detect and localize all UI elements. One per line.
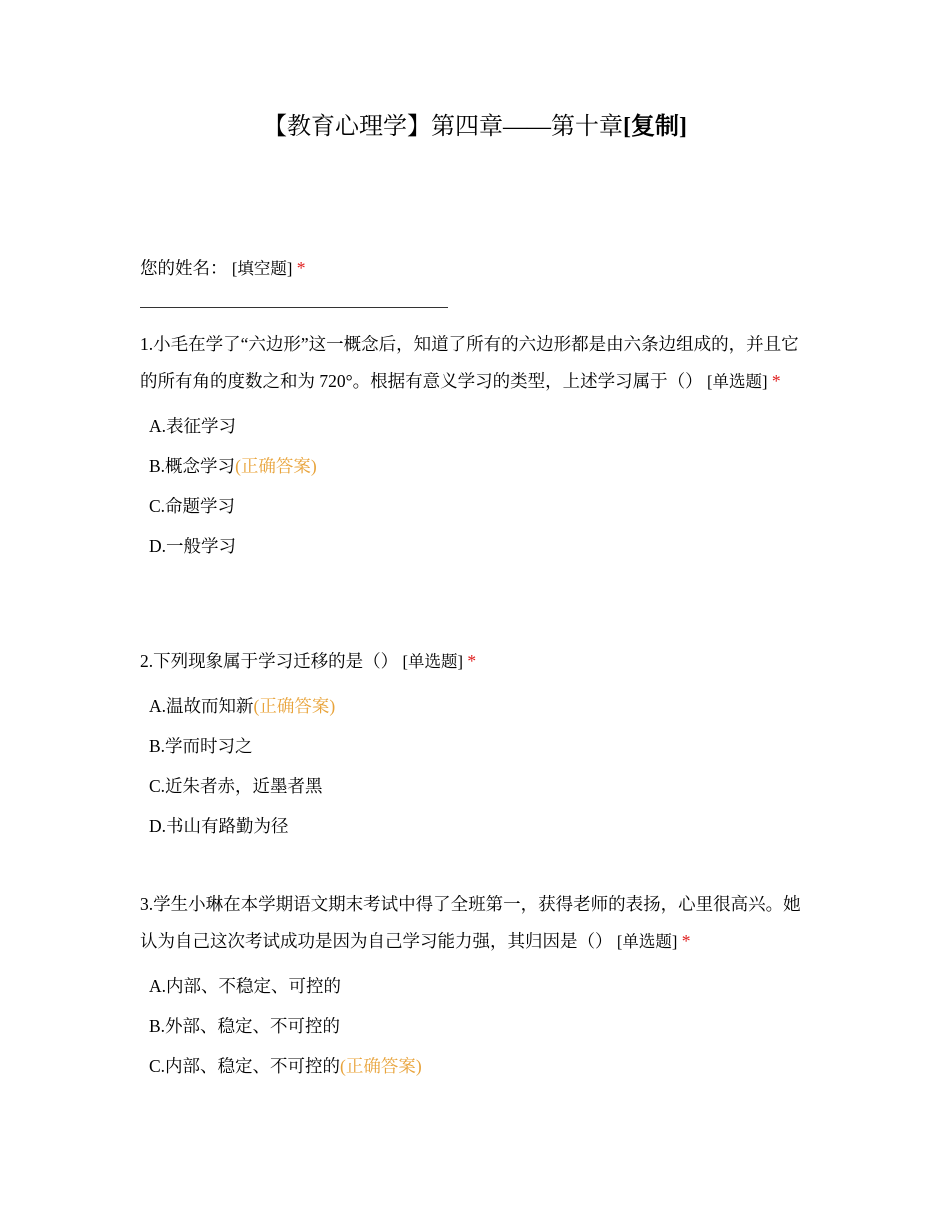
title-main: 【教育心理学】第四章——第十章 [263, 114, 623, 140]
question-text [140, 326, 812, 400]
option-label: D.书山有路勤为径 [149, 816, 289, 836]
name-question-label: 您的姓名： [140, 258, 228, 278]
page-title [0, 110, 950, 144]
option-list [149, 966, 812, 1086]
option-label: C.内部、稳定、不可控的 [149, 1056, 341, 1076]
correct-answer-tag: (正确答案) [235, 456, 317, 476]
correct-answer-tag: (正确答案) [253, 696, 336, 716]
required-mark: * [296, 258, 306, 278]
option-c[interactable] [149, 1046, 812, 1086]
question-type: [单选题] [402, 652, 463, 671]
required-mark: * [771, 371, 781, 391]
question-body: 3.学生小琳在本学期语文期末考试中得了全班第一，获得老师的表扬，心里很高兴。她认为自己这次考试成功是因为自己学习能力强，其归因是（） [140, 894, 801, 951]
option-label: C.命题学习 [149, 496, 236, 516]
option-list [149, 406, 812, 566]
question-2 [140, 643, 812, 846]
option-d[interactable] [149, 806, 812, 846]
name-question-text [140, 250, 820, 287]
option-b[interactable] [149, 1006, 812, 1046]
question-body: 2.下列现象属于学习迁移的是（） [140, 651, 399, 671]
question-3 [140, 886, 812, 1086]
option-d[interactable] [149, 526, 812, 566]
question-1 [140, 326, 812, 566]
option-label: D.一般学习 [149, 536, 237, 556]
title-suffix: [复制] [623, 114, 687, 140]
option-label: A.温故而知新 [149, 696, 254, 716]
option-label: A.内部、不稳定、可控的 [149, 976, 342, 996]
option-label: C.近朱者赤，近墨者黑 [149, 776, 323, 796]
option-list [149, 686, 812, 846]
question-body: 1.小毛在学了“六边形”这一概念后，知道了所有的六边形都是由六条边组成的，并且它的所有角的度数之和为 720°。根据有意义学习的类型，上述学习属于（） [140, 334, 799, 391]
option-b[interactable] [149, 726, 812, 766]
required-mark: * [467, 651, 477, 671]
name-question [140, 250, 820, 308]
question-type: [单选题] [616, 932, 678, 951]
name-answer-line[interactable] [140, 307, 448, 308]
option-c[interactable] [149, 766, 812, 806]
question-text [140, 886, 812, 960]
option-label: A.表征学习 [149, 416, 237, 436]
option-label: B.学而时习之 [149, 736, 253, 756]
required-mark: * [681, 931, 691, 951]
option-a[interactable] [149, 686, 812, 726]
option-a[interactable] [149, 966, 812, 1006]
option-a[interactable] [149, 406, 812, 446]
question-type: [单选题] [707, 372, 768, 391]
option-b[interactable] [149, 446, 812, 486]
option-label: B.概念学习 [149, 456, 236, 476]
name-question-type: [填空题] [231, 259, 293, 278]
option-label: B.外部、稳定、不可控的 [149, 1016, 341, 1036]
correct-answer-tag: (正确答案) [340, 1056, 422, 1076]
question-text [140, 643, 812, 680]
option-c[interactable] [149, 486, 812, 526]
